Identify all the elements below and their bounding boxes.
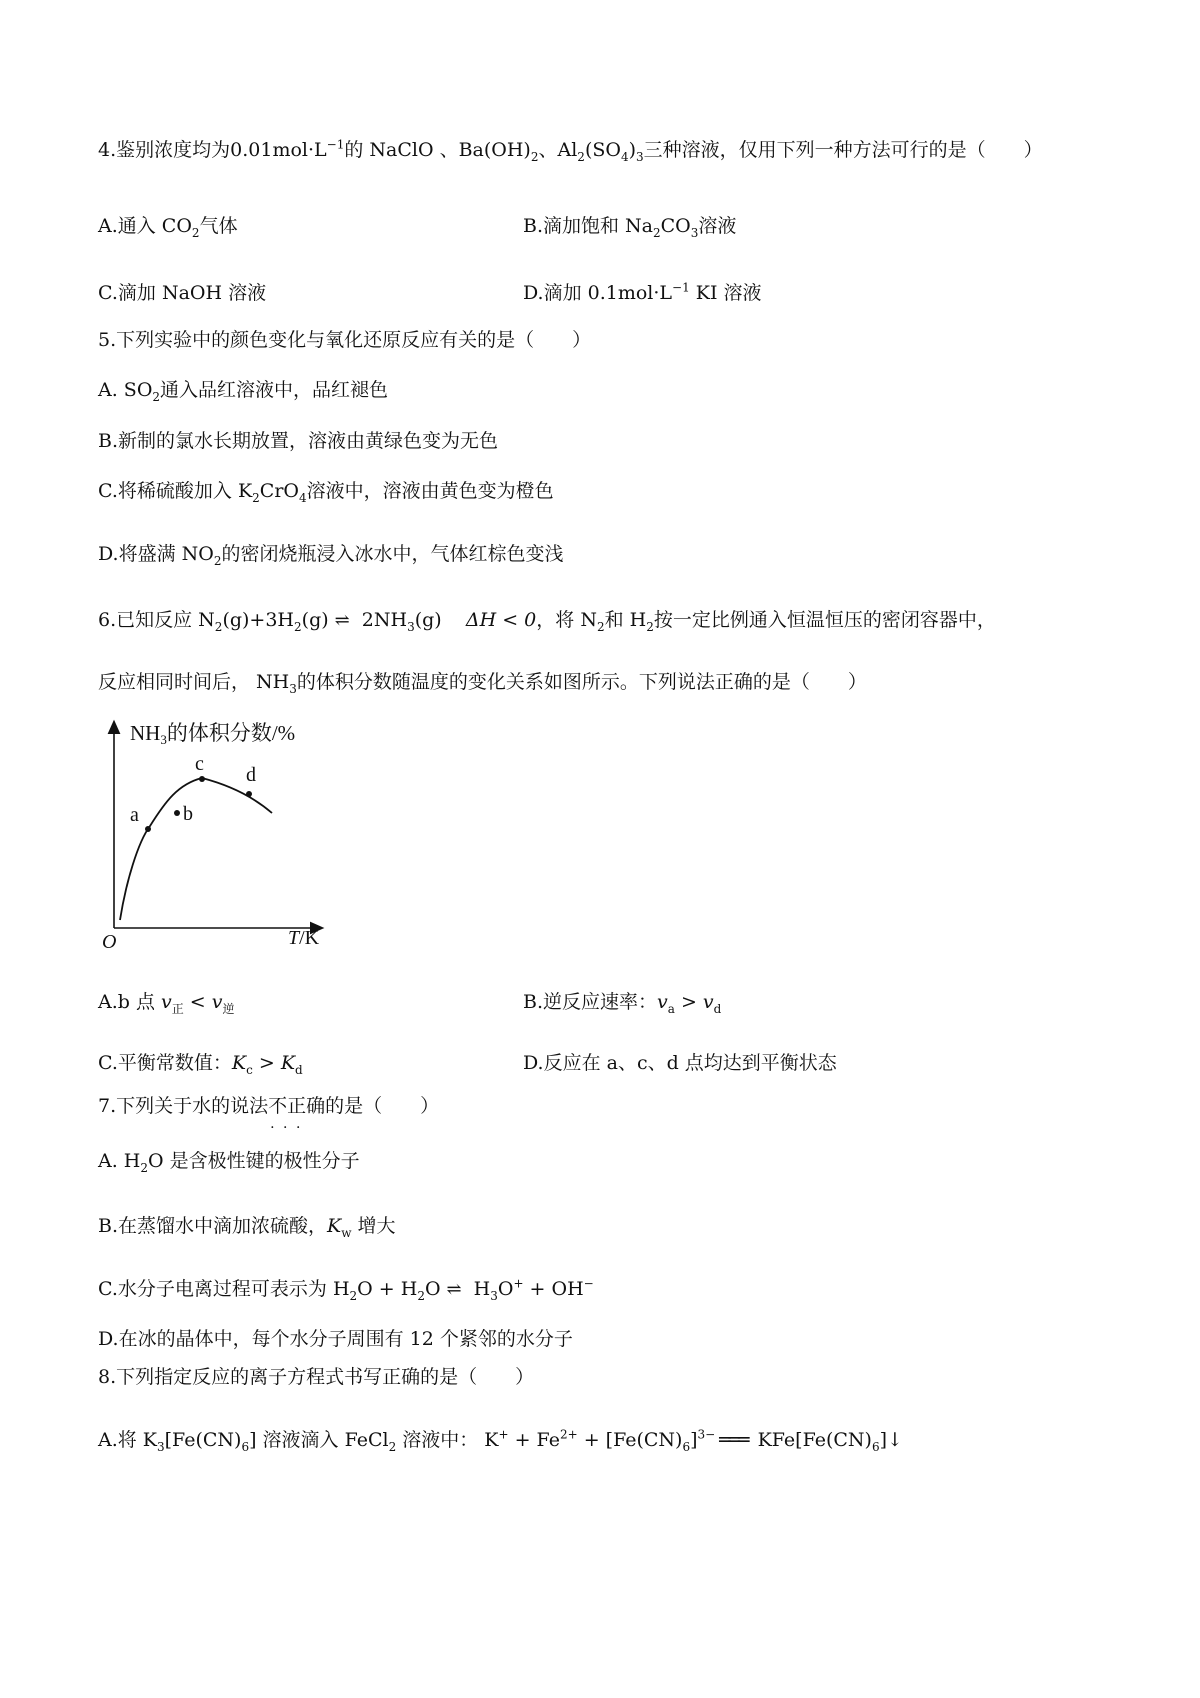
q6-stem-line1: 6.已知反应 $N_2(g)+3H_2(g)$ ⇌ $2NH_3(g)$ ΔH < 0，将 $N_2$和 $H_2$按一定比例通入恒温恒压的密闭容器中， [98, 609, 996, 634]
q7-option-b: B.在蒸馏水中滴加浓硫酸，$K_w$ 增大 [98, 1215, 396, 1240]
y-axis-label: NH3的体积分数/% [130, 721, 296, 747]
q4-option-c: C.滴加 NaOH 溶液 [98, 282, 267, 304]
point-d-label: d [246, 764, 256, 786]
x-axis-label: T/K [288, 927, 320, 949]
q7-stem: 7.下列关于水的说法不正确 · · ·的是（ ） [98, 1092, 439, 1120]
q7-option-d: D.在冰的晶体中，每个水分子周围有 12 个紧邻的水分子 [98, 1328, 573, 1350]
reversible-arrow: ⇌ [446, 1279, 462, 1300]
q5-option-b: B.新制的氯水长期放置，溶液由黄绿色变为无色 [98, 430, 499, 452]
equals-sign: ═══ [719, 1429, 748, 1451]
q4-stem: 4.鉴别浓度均为$0.01mol\cdot L^{-1}$的 NaClO 、$Ba(OH)_2$、$Al_2(SO_4)_3$三种溶液，仅用下列一种方法可行的是（ ） [98, 137, 1043, 164]
point-d [246, 791, 252, 797]
reversible-arrow: ⇌ [334, 610, 350, 631]
q4-option-d: D.滴加 $0.1mol\cdot L^{-1}$ KI 溶液 [523, 280, 762, 304]
q7-option-c: C.水分子电离过程可表示为 $H_2O + H_2O$ ⇌ $H_3O^+ + OH^-$ [98, 1276, 594, 1303]
q6-option-c: C.平衡常数值：$K_c > K_d$ [98, 1052, 303, 1077]
q8-option-a: A.将 $K_3[Fe(CN)_6]$ 溶液滴入 FeCl$_2$ 溶液中： $K^+ + Fe^{2+} + [Fe(CN)_6]^{3-}$ ═══ $KFe[Fe(CN)_6]↓$ [98, 1427, 903, 1454]
point-a-label: a [130, 804, 139, 826]
q6-stem-line2: 反应相同时间后， $NH_3$的体积分数随温度的变化关系如图所示。下列说法正确的是（ ） [98, 671, 867, 696]
q4-option-b: B.滴加饱和 $Na_2CO_3$溶液 [523, 215, 737, 240]
origin-label: O [102, 931, 117, 952]
q7-option-a: A. $H_2O$ 是含极性键的极性分子 [98, 1150, 360, 1175]
q5-option-d: D.将盛满 $NO_2$的密闭烧瓶浸入冰水中，气体红棕色变浅 [98, 543, 564, 568]
nh3-curve [120, 778, 272, 920]
point-c-label: c [195, 753, 204, 775]
emphasized-text: 不正确 · · · [268, 1092, 325, 1120]
q4-option-a: A.通入 $CO_2$气体 [98, 215, 238, 240]
q6-option-a: A.b 点 $v_正 < v_逆$ [98, 991, 235, 1016]
q5-stem: 5.下列实验中的颜色变化与氧化还原反应有关的是（ ） [98, 329, 592, 351]
nh3-volume-fraction-graph [90, 712, 350, 952]
q8-stem: 8.下列指定反应的离子方程式书写正确的是（ ） [98, 1366, 535, 1388]
q6-option-d: D.反应在 a、c、d 点均达到平衡状态 [523, 1052, 837, 1074]
point-c [199, 776, 205, 782]
point-b-label: b [183, 803, 193, 825]
q6-option-b: B.逆反应速率：$v_a > v_d$ [523, 991, 722, 1016]
q5-option-c: C.将稀硫酸加入 $K_2CrO_4$溶液中，溶液由黄色变为橙色 [98, 480, 554, 505]
q5-option-a: A. $SO_2$通入品红溶液中，品红褪色 [98, 379, 389, 404]
point-b [174, 810, 180, 816]
point-a [145, 826, 151, 832]
